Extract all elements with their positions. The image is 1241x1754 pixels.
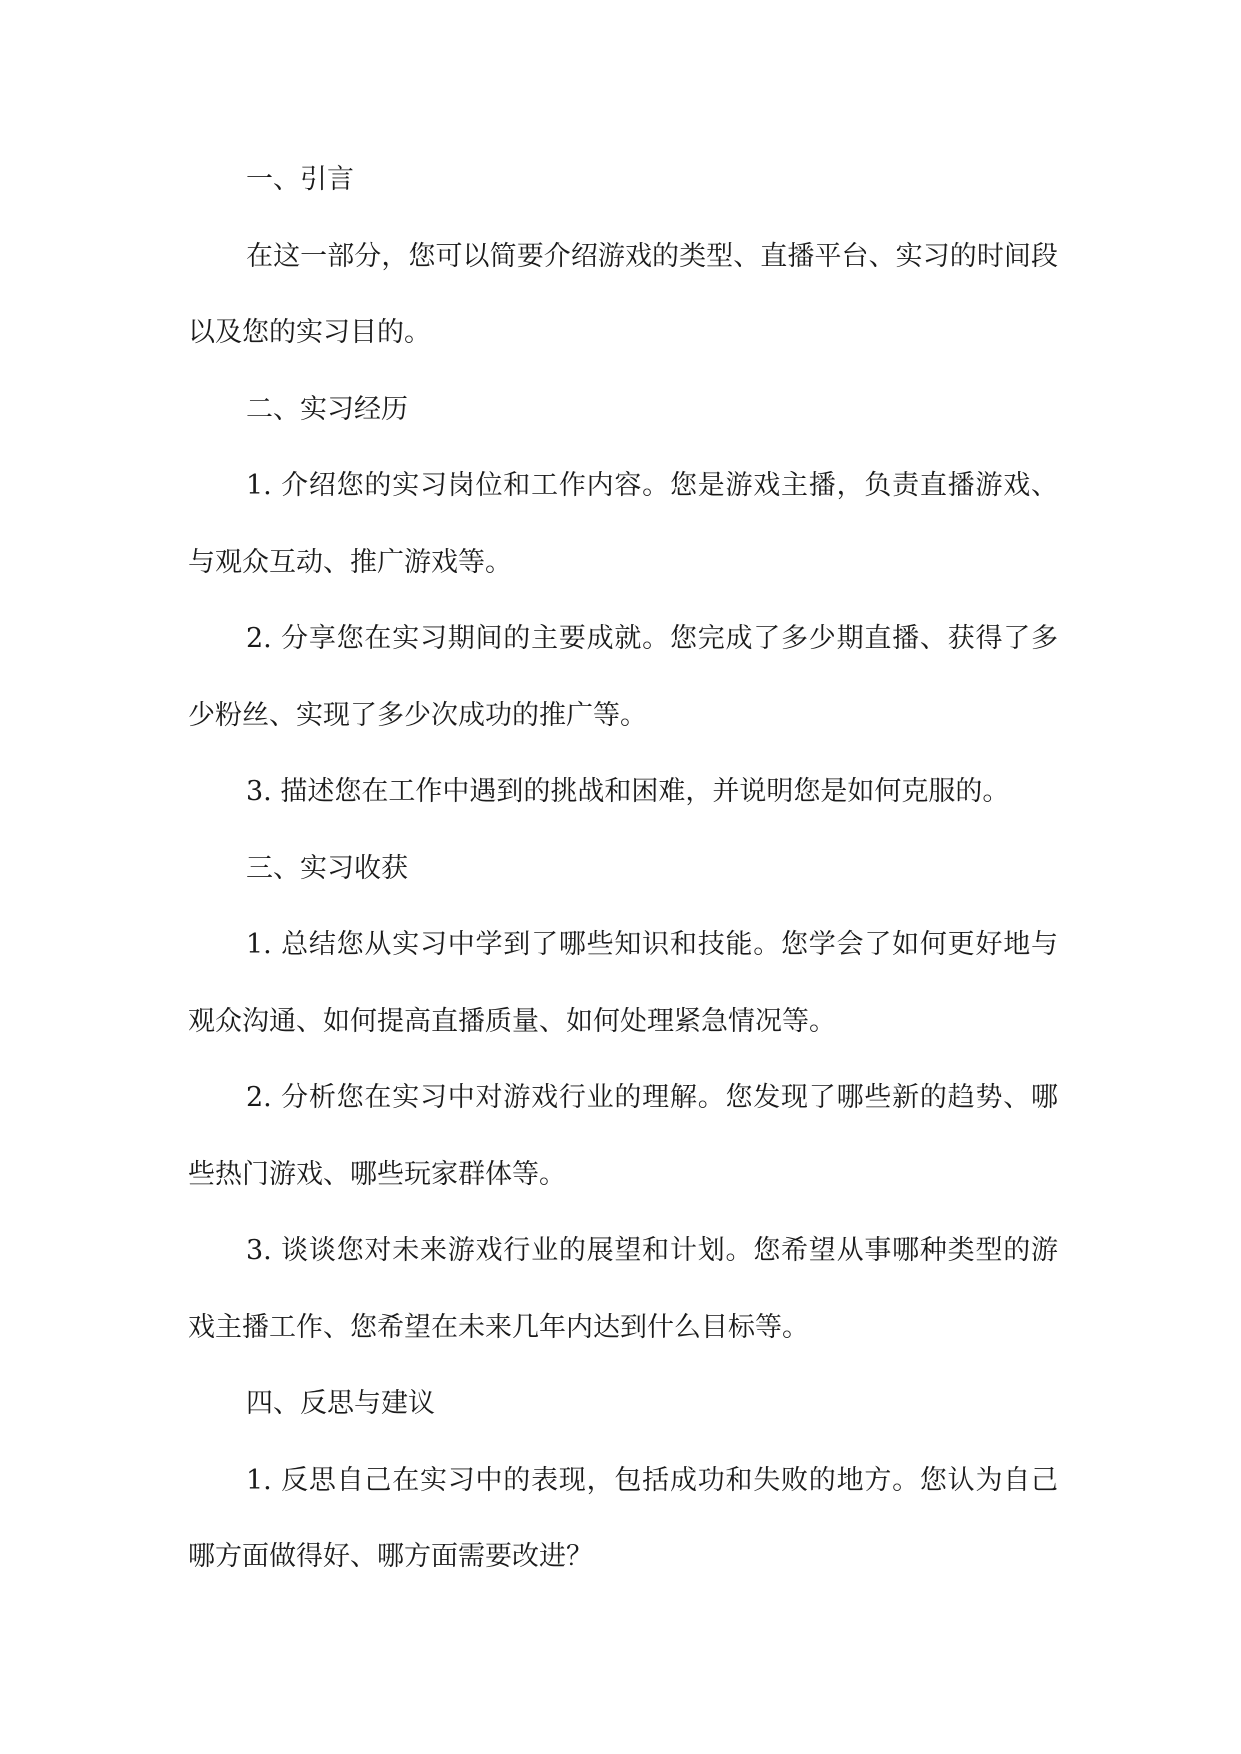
- paragraph-experience-1: 1. 介绍您的实习岗位和工作内容。您是游戏主播，负责直播游戏、与观众互动、推广游戏等。: [188, 470, 1058, 578]
- paragraph-experience-3: 3. 描述您在工作中遇到的挑战和困难，并说明您是如何克服的。: [246, 776, 1010, 807]
- paragraph-reflection-1: 1. 反思自己在实习中的表现，包括成功和失败的地方。您认为自己哪方面做得好、哪方面需要改进？: [188, 1464, 1058, 1572]
- section-heading-introduction: 一、引言: [246, 164, 354, 195]
- paragraph-gains-1: 1. 总结您从实习中学到了哪些知识和技能。您学会了如何更好地与观众沟通、如何提高直播质量、如何处理紧急情况等。: [188, 929, 1058, 1037]
- section-heading-experience: 二、实习经历: [246, 393, 408, 425]
- paragraph-gains-3: 3. 谈谈您对未来游戏行业的展望和计划。您希望从事哪种类型的游戏主播工作、您希望在未来几年内达到什么目标等。: [188, 1235, 1058, 1343]
- section-heading-reflection: 四、反思与建议: [246, 1388, 435, 1419]
- paragraph-gains-2: 2. 分析您在实习中对游戏行业的理解。您发现了哪些新的趋势、哪些热门游戏、哪些玩家群体等。: [188, 1082, 1058, 1190]
- paragraph-experience-2: 2. 分享您在实习期间的主要成就。您完成了多少期直播、获得了多少粉丝、实现了多少次成功的推广等。: [188, 623, 1058, 731]
- paragraph-introduction: 在这一部分，您可以简要介绍游戏的类型、直播平台、实习的时间段以及您的实习目的。: [188, 240, 1058, 348]
- section-heading-gains: 三、实习收获: [246, 852, 408, 884]
- document-body: [188, 142, 1058, 1596]
